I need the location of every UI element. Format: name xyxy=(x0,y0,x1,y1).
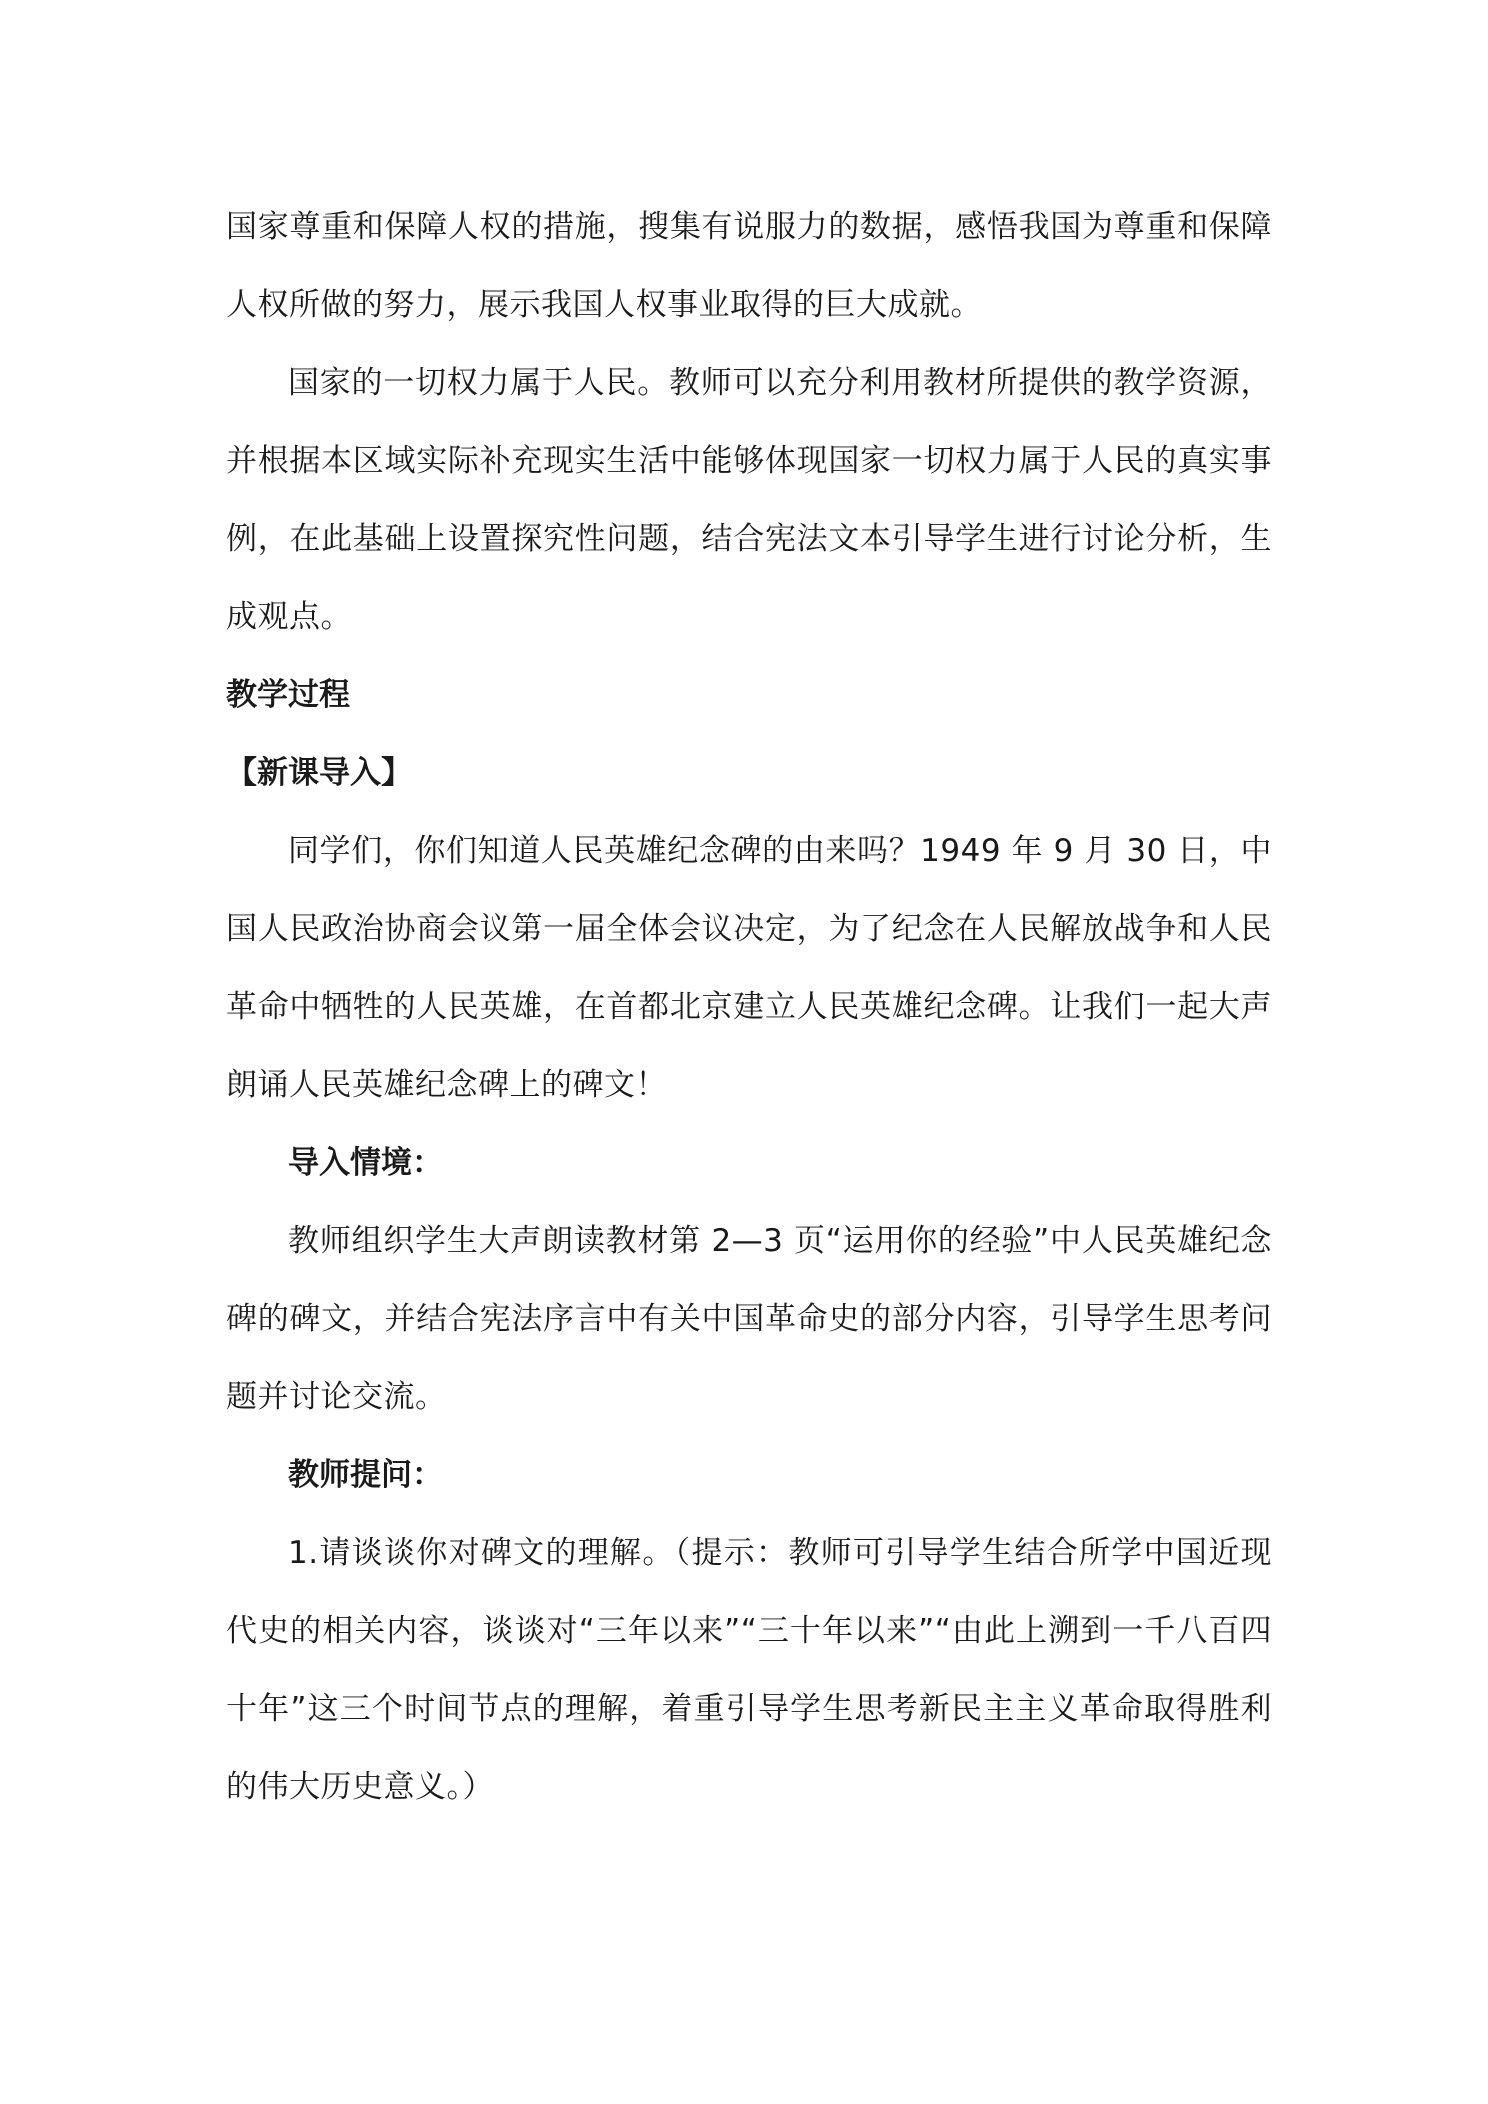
paragraph-read-inscription: 教师组织学生大声朗读教材第 2—3 页“运用你的经验”中人民英雄纪念碑的碑文，并结合宪法序言中有关中国革命史的部分内容，引导学生思考问题并讨论交流。 xyxy=(226,1223,1272,1415)
subheading-intro-scene: 导入情境： xyxy=(288,1145,443,1181)
subheading-teacher-question: 教师提问： xyxy=(288,1457,443,1493)
document-page xyxy=(226,188,1272,1826)
paragraph-power-belongs-to-people: 国家的一切权力属于人民。教师可以充分利用教材所提供的教学资源，并根据本区域实际补充现实生活中能够体现国家一切权力属于人民的真实事例，在此基础上设置探究性问题，结合宪法文本引导学生进行讨论分析，生成观点。 xyxy=(226,365,1272,635)
heading-teaching-process: 教学过程 xyxy=(226,677,350,713)
paragraph-question-1: 1.请谈谈你对碑文的理解。（提示：教师可引导学生结合所学中国近现代史的相关内容，谈谈对“三年以来”“三十年以来”“由此上溯到一千八百四十年”这三个时间节点的理解，着重引导学生思考新民主主义革命取得胜利的伟大历史意义。） xyxy=(226,1535,1272,1805)
paragraph-monument-origin: 同学们，你们知道人民英雄纪念碑的由来吗？1949 年 9 月 30 日，中国人民政治协商会议第一届全体会议决定，为了纪念在人民解放战争和人民革命中牺牲的人民英雄，在首都北京建立人民英雄纪念碑。让我们一起大声朗诵人民英雄纪念碑上的碑文！ xyxy=(226,833,1272,1103)
paragraph-human-rights: 国家尊重和保障人权的措施，搜集有说服力的数据，感悟我国为尊重和保障人权所做的努力，展示我国人权事业取得的巨大成就。 xyxy=(226,209,1272,323)
heading-new-lesson-intro: 【新课导入】 xyxy=(226,755,412,791)
